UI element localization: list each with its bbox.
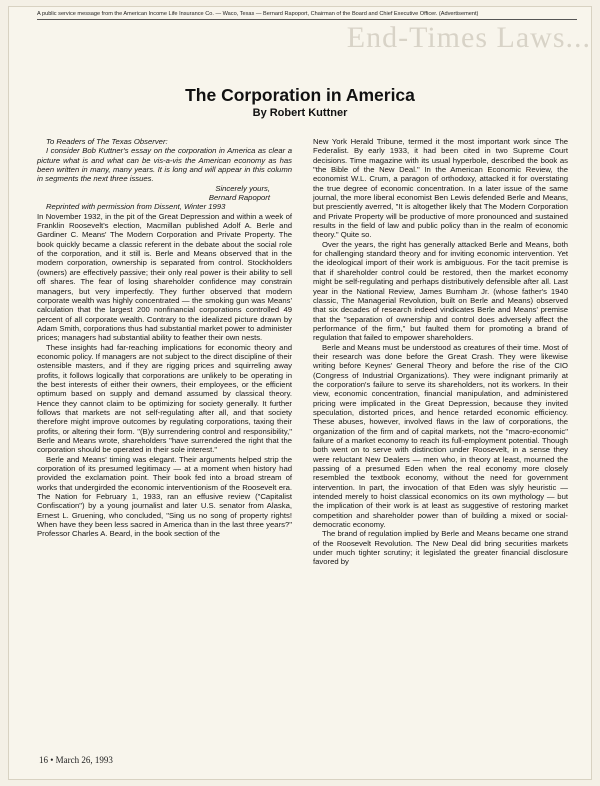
bleed-through-heading: End-Times Laws...: [346, 21, 591, 54]
paragraph: Berle and Means' timing was elegant. Their arguments helped strip the corporation of its presumed legitimacy — at a moment when history had provided the exclamation point. Their book fed into a broad stream of works that undergirded the economic interventionism of the Roosevelt era. The Nation for February 1, 1933, ran an effusive review ("Capitalist Confiscation") by a young journalist and later U.S. senator from Alaska, Ernest L. Gruening, who concluded, "Sing us no song of property rights! When have they been less sacred in America than in the last three years?" Professor Charles A. Beard, in the book section of the: [37, 454, 292, 539]
paragraph: In November 1932, in the pit of the Great Depression and within a week of Franklin Roosevelt's election, Macmillan published Adolf A. Berle and Gardiner C. Means' The Modern Corporation and Private Property. The book quickly became a classic referent in the debate about the social role of the corporation, and it still is. Berle and Means observed that in the modern corporation, ownership is separated from control. Stockholders (owners) are effectively passive; their only real power is their ability to sell off shares. The fear of losing shareholder confidence may constrain managers, but very imperfectly. They further observed that modern corporate wealth was highly concentrated — the smoking gun was Means' calculation that the largest 200 nonfinancial corporations controlled 49 percent of all corporate wealth. Contrary to the idealized picture drawn by Adam Smith, corporations thus had substantial market power to administer prices; managers had substantial ability to feather their own nests.: [37, 211, 292, 343]
intro-salutation: To Readers of The Texas Observer:: [46, 137, 168, 146]
intro-note: I consider Bob Kuttner's essay on the corporation in America as clear a picture what is and what can be vis-a-vis the American economy as has been written in many, many years. It is long and will appear in this column in segments the next three issues.: [37, 146, 292, 184]
paragraph: New York Herald Tribune, termed it the most important work since The Federalist. By early 1933, it had been cited in two Supreme Court decisions. Time magazine with its usual hyperbole, described the book as "the Bible of the New Deal." In the American Economic Review, the economist W.L. Crum, a paragon of orthodoxy, attacked it for overstating the true degree of economic concentration. In a later issue of the same journal, the more liberal economist Ben Lewis defended Berle and Means, but presciently averred, "It is altogether likely that The Modern Corporation and Private Property will be productive of more pronounced and sustained results in the field of law and public policy than in the realm of economic theory." Quite so.: [313, 137, 568, 240]
reprint-credit: Reprinted with permission from Dissent, Winter 1993: [46, 202, 226, 212]
paragraph: The brand of regulation implied by Berle and Means became one strand of the Roosevelt Revolution. The New Deal did bring securities markets under much tighter scrutiny; it legislated the greater financial disclosure favored by: [313, 529, 568, 567]
left-column: [37, 137, 292, 539]
right-column: [313, 137, 568, 567]
paragraph: Berle and Means must be understood as creatures of their time. Most of their research was done before the Great Crash. They were likewise writing before Keynes' General Theory and before the rise of the CIO (Congress of Industrial Organizations). They were indignant primarily at the corporation's failure to serve its shareholders, not its workers. In their view, economic concentration, financial manipulation, and administered pricing were implicated in the Great Depression, because they invited speculation, distorted prices, and hence retarded economic efficiency. These abuses, however, involved flaws in the law of corporations, the organization of the firm and of capital markets, not the "macro-economic" failure of a market economy to reach its full-employment potential. Though both went on to serve with distinction under Roosevelt, in a sense they were reluctant New Dealers — men who, in theory at least, mourned the passing of a presumed Eden when the real economy more closely resembled the textbook economy, without the need for government intervention. In part, the invocation of that Eden was slyly heuristic — intended merely to hoist classical economics on its own mythology — but the implication of their work is at least as suggestive of restoring market competition and shareholder power than of building a mixed or social-democratic economy.: [313, 342, 568, 530]
page-footer: 16 • March 26, 1993: [39, 755, 113, 765]
article-title: The Corporation in America: [185, 85, 415, 105]
article-byline: By Robert Kuttner: [252, 107, 348, 119]
paragraph: These insights had far-reaching implications for economic theory and economic policy. If managers are not subject to the direct discipline of their ostensible masters, and if they are rigging prices and squirreling away profits, it follows logically that corporations are unlikely to be operating in the best interests of either their owners, their employees, or the efficient optimum based on supply and demand assumed by classical theory. Hence they cannot claim to be optimizing for society generally. It further follows that markets are not self-regulating after all, and that society therefore might improve outcomes by regulating corporations, taxing their profits, or altering their form. "(B)y surrendering control and responsibility," Berle and Means wrote, shareholders "have surrendered the right that the corporation should be operated in their sole interest.": [37, 342, 292, 455]
paragraph: Over the years, the right has generally attacked Berle and Means, both for challenging standard theory and for inviting economic intervention. Yet the ideological import of their work is ambiguous. For the tacit premise is that if shareholder control could be restored, then the market economy might be self-regulating and perhaps distributively defensible after all. Last year in the National Review, James Burnham Jr. (whose father's 1940 classic, The Managerial Revolution, built on Berle and Means) observed that six decades of research indeed vindicates Berle and Means' premise that the "separation of ownership and control does adversely affect the performance of the firm," but faulted them for promoting a brand of regulation that failed to empower shareholders.: [313, 239, 568, 343]
intro-signature: Bernard Rapoport: [208, 193, 270, 203]
advertisement-notice: A public service message from the American Income Life Insurance Co. — Waco, Texas — Bernard Rapoport, Chairman of the Board and Chief Executive Officer. (Advertisement): [37, 11, 577, 20]
magazine-page: [8, 6, 592, 780]
intro-closing: Sincerely yours,: [215, 183, 270, 193]
